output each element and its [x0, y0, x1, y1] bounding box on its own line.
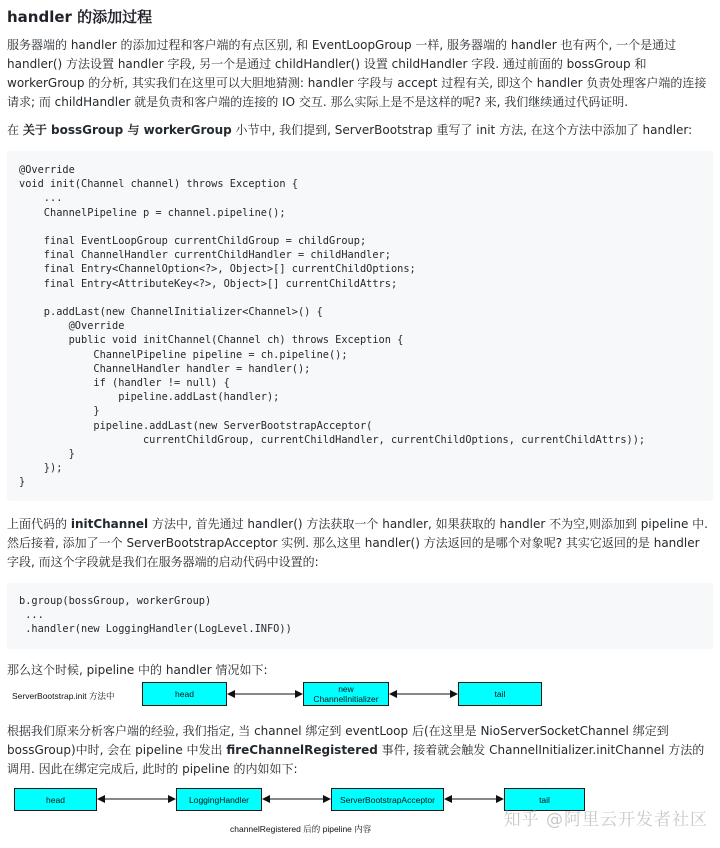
text-prefix: 上面代码的	[7, 517, 71, 531]
text-suffix: 事件, 接着就会触发 ChannelInitializer.initChannel 方法的调用. 因此在绑定完成后, 此时的 pipeline 的内如如下:	[7, 743, 705, 776]
diagram1-node-head: head	[142, 682, 227, 706]
diagram2-node-serverbootstrapacceptor: ServerBootstrapAcceptor	[331, 788, 444, 811]
zhihu-watermark: 知乎 @阿里云开发者社区	[503, 810, 708, 830]
text-prefix: 在	[7, 123, 23, 137]
inline-bold-firechannelregistered: fireChannelRegistered	[226, 743, 378, 757]
diagram1-label: ServerBootstrap.init 方法中	[12, 691, 115, 701]
code-init-content: @Override void init(Channel channel) throws Exception { ... ChannelPipeline p = channel.pipeline(); final EventLoopGroup currentChildGroup = childGroup; final ChannelHandler currentChildHandler = childHandler; final Entry<ChannelOption<?>, Object>[] currentChildOptions; final Entry<AttributeKey<?>, Object>[] currentChildAttrs; p.addLast(new ChannelInitializer<Channel>() { @Override public void initChannel(Channel ch) throws Exception { ChannelPipeline pipeline = ch.pipeline(); ChannelHandler handler = handler(); if (handler != null) { pipeline.addLast(handler); } pipeline.addLast(new ServerBootstrapAcceptor( currentChildGroup, currentChildHandler, currentChildOptions, currentChildAttrs)); } }); }	[19, 164, 646, 489]
diagram2-node-logginghandler: LoggingHandler	[176, 788, 262, 811]
section-link-bossgroup-workergroup: 关于 bossGroup 与 workerGroup	[22, 123, 232, 137]
diagram2-caption: channelRegistered 后的 pipeline 内容	[230, 824, 372, 834]
inline-bold-initchannel: initChannel	[70, 517, 149, 531]
code-bootstrap-content: b.group(bossGroup, workerGroup) ... .handler(new LoggingHandler(LogLevel.INFO))	[19, 595, 292, 636]
section-title: handler 的添加过程	[7, 8, 153, 26]
diagram1-node-channelinitializer: new ChannelInitializer	[303, 682, 389, 706]
text-prefix: 根据我们原来分析客户端的经验, 我们指定, 当 channel 绑定到 eventLoop 后(在这里是 NioServerSocketChannel 绑定到 bossGroup)中时, 会在 pipeline 中发出	[7, 724, 669, 757]
diagram2-node-tail: tail	[504, 788, 585, 811]
pipeline-state-paragraph: 那么这个时候, pipeline 中的 handler 情况如下:	[7, 663, 268, 677]
text-suffix: 方法中, 首先通过 handler() 方法获取一个 handler, 如果获取的 handler 不为空,则添加到 pipeline 中. 然后接着, 添加了一个 ServerBootstrapAcceptor 实例. 那么这里 handler() 方法返回的是哪个对象呢? 其实它返回的是 handler 字段, 而这个字段就是我们在服务器端的启动代码中设置的:	[7, 517, 708, 569]
intro-paragraph: 服务器端的 handler 的添加过程和客户端的有点区别, 和 EventLoopGroup 一样, 服务器端的 handler 也有两个, 一个是通过 handler() 方法设置 handler 字段, 另一个是通过 childHandler() 设置 childHandler 字段. 通过前面的 bossGroup 和 workerGroup 的分析, 其实我们在这里可以大胆地猜测: handler 字段与 accept 过程有关, 即这个 handler 负责处理客户端的连接请求; 而 childHandler 就是负责和客户端的连接的 IO 交互. 那么实际上是不是这样的呢? 来, 我们继续通过代码证明.	[7, 38, 707, 109]
diagram1-node-tail: tail	[458, 682, 542, 706]
diagram2-node-head: head	[14, 788, 97, 811]
text-suffix: 小节中, 我们提到, ServerBootstrap 重写了 init 方法, 在这个方法中添加了 handler:	[231, 123, 693, 137]
